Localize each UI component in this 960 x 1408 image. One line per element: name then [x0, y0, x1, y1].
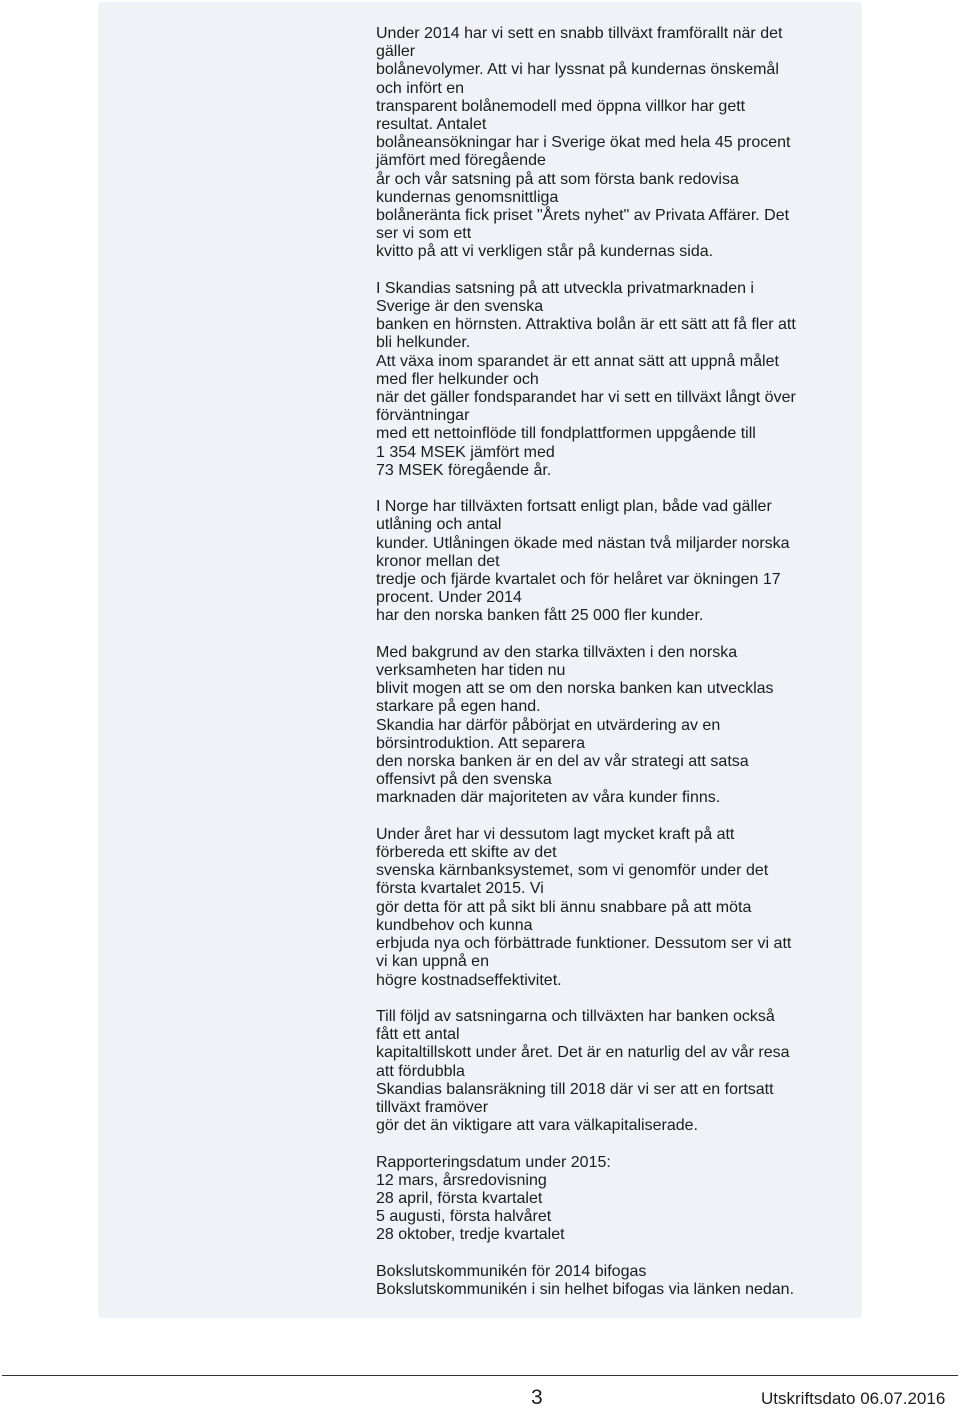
text-line: 5 augusti, första halvåret — [376, 1208, 552, 1226]
text-line: högre kostnadseffektivitet. — [376, 971, 562, 989]
text-line: kronor mellan det — [376, 552, 500, 570]
text-line: starkare på egen hand. — [376, 698, 541, 716]
text-line: fått ett antal — [376, 1026, 460, 1044]
paragraph-kapitaltillskott — [376, 1008, 860, 1135]
text-line: blivit mogen att se om den norska banken kan utvecklas — [376, 680, 774, 698]
text-line: Bokslutskommunikén i sin helhet bifogas via länken nedan. — [376, 1280, 795, 1298]
text-line: Med bakgrund av den starka tillväxten i den norska — [376, 643, 738, 661]
text-line: gör detta för att på sikt bli ännu snabbare på att möta — [376, 898, 752, 916]
footer-divider — [2, 1375, 958, 1376]
text-line: jämfört med föregående — [376, 152, 546, 170]
text-line: gör det än viktigare att vara välkapitaliserade. — [376, 1117, 698, 1135]
text-line: Under 2014 har vi sett en snabb tillväxt framförallt när det — [376, 25, 783, 42]
paragraph-bokslutskommunike — [376, 1263, 860, 1299]
text-line: Bokslutskommunikén för 2014 bifogas — [376, 1262, 647, 1280]
text-line: 73 MSEK föregående år. — [376, 461, 552, 479]
text-line: transparent bolånemodell med öppna villkor har gett — [376, 97, 746, 115]
text-line: 28 april, första kvartalet — [376, 1189, 543, 1207]
paragraph-karnbanksystem — [376, 826, 860, 990]
text-line: kundernas genomsnittliga — [376, 188, 559, 206]
text-line: år och vår satsning på att som första bank redovisa — [376, 170, 739, 188]
text-line: I Skandias satsning på att utveckla privatmarknaden i — [376, 279, 754, 297]
text-line: tillväxt framöver — [376, 1098, 489, 1116]
text-line: att fördubbla — [376, 1062, 465, 1080]
text-line: Skandia har därför påbörjat en utvärdering av en — [376, 716, 721, 734]
text-line: börsintroduktion. Att separera — [376, 734, 586, 752]
paragraph-privatmarknad — [376, 280, 860, 480]
body-text — [376, 25, 860, 1317]
text-line: verksamheten har tiden nu — [376, 662, 566, 680]
text-line: ser vi som ett — [376, 225, 472, 243]
text-line: kapitaltillskott under året. Det är en naturlig del av vår resa — [376, 1044, 790, 1062]
text-line: utlåning och antal — [376, 516, 502, 534]
text-line: procent. Under 2014 — [376, 589, 522, 607]
paragraph-bolan-growth — [376, 25, 860, 262]
text-line: och infört en — [376, 79, 465, 97]
print-date: Utskriftsdato 06.07.2016 — [761, 1389, 946, 1408]
text-line: svenska kärnbanksystemet, som vi genomför under det — [376, 862, 769, 880]
text-line: bli helkunder. — [376, 334, 471, 352]
page-number: 3 — [531, 1386, 543, 1408]
text-line: Rapporteringsdatum under 2015: — [376, 1153, 611, 1171]
text-line: vi kan uppnå en — [376, 953, 489, 971]
text-line: gäller — [376, 43, 416, 61]
text-line: Skandias balansräkning till 2018 där vi ser att en fortsatt — [376, 1080, 774, 1098]
text-line: bolåneansökningar har i Sverige ökat med hela 45 procent — [376, 134, 791, 152]
paragraph-rapporteringsdatum — [376, 1154, 860, 1245]
text-line: den norska banken är en del av vår strategi att satsa — [376, 753, 749, 771]
text-line: tredje och fjärde kvartalet och för helåret var ökningen 17 — [376, 571, 781, 589]
text-line: 28 oktober, tredje kvartalet — [376, 1226, 565, 1244]
text-line: Under året har vi dessutom lagt mycket kraft på att — [376, 825, 735, 843]
text-line: när det gäller fondsparandet har vi sett en tillväxt långt över — [376, 389, 796, 407]
text-line: 12 mars, årsredovisning — [376, 1171, 547, 1189]
text-line: banken en hörnsten. Attraktiva bolån är ett sätt att få fler att — [376, 316, 796, 334]
paragraph-borsintroduktion — [376, 644, 860, 808]
text-line: kunder. Utlåningen ökade med nästan två miljarder norska — [376, 534, 790, 552]
text-line: I Norge har tillväxten fortsatt enligt plan, både vad gäller — [376, 498, 772, 516]
text-line: kundbehov och kunna — [376, 916, 533, 934]
text-line: kvitto på att vi verkligen står på kundernas sida. — [376, 243, 714, 261]
text-line: bolånevolymer. Att vi har lyssnat på kundernas önskemål — [376, 61, 779, 79]
text-line: bolåneränta fick priset "Årets nyhet" av Privata Affärer. Det — [376, 207, 790, 225]
text-line: med fler helkunder och — [376, 370, 539, 388]
text-line: Att växa inom sparandet är ett annat sätt att uppnå målet — [376, 352, 779, 370]
paragraph-norge — [376, 498, 860, 625]
text-line: marknaden där majoriteten av våra kunder finns. — [376, 789, 721, 807]
text-line: har den norska banken fått 25 000 fler kunder. — [376, 607, 704, 625]
text-line: Sverige är den svenska — [376, 298, 544, 316]
text-line: erbjuda nya och förbättrade funktioner. Dessutom ser vi att — [376, 935, 792, 953]
text-line: förväntningar — [376, 407, 470, 425]
text-line: med ett nettoinflöde till fondplattformen uppgående till — [376, 425, 756, 443]
text-line: första kvartalet 2015. Vi — [376, 880, 544, 898]
text-line: Till följd av satsningarna och tillväxten har banken också — [376, 1007, 775, 1025]
text-line: förbereda ett skifte av det — [376, 844, 557, 862]
text-line: 1 354 MSEK jämfört med — [376, 443, 555, 461]
text-line: offensivt på den svenska — [376, 771, 552, 789]
text-line: resultat. Antalet — [376, 116, 487, 134]
